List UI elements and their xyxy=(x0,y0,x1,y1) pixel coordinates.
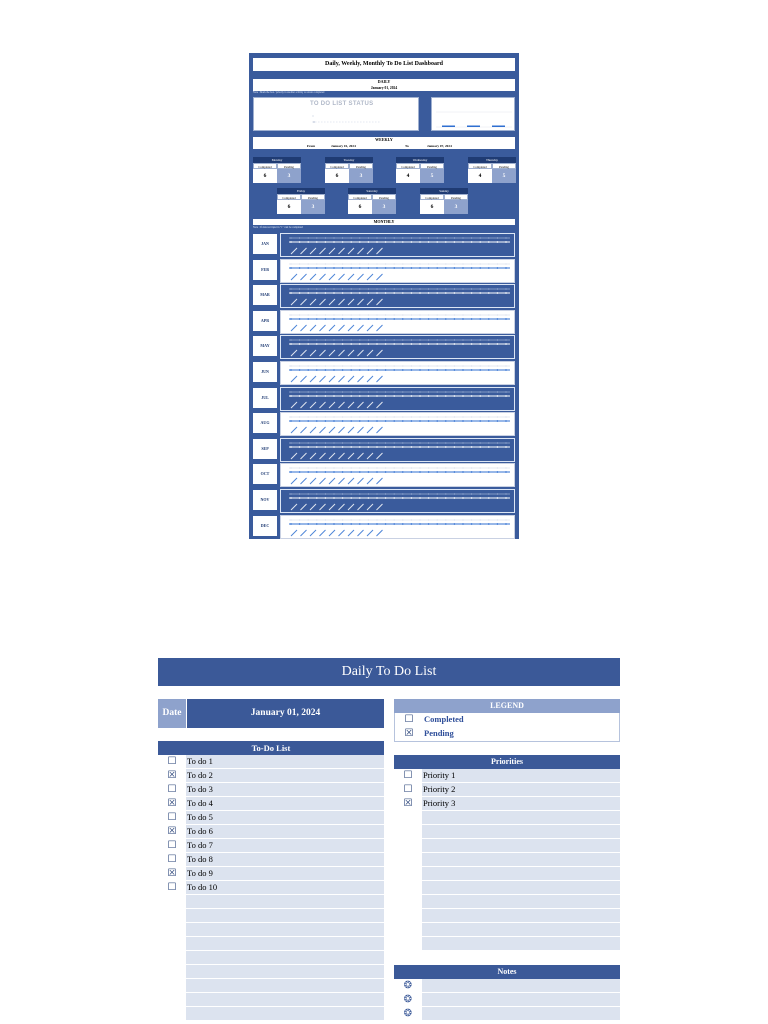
completed-count: 4 xyxy=(396,169,420,183)
daily-date: January 01, 2024 xyxy=(253,85,515,91)
row-label[interactable] xyxy=(422,1007,620,1020)
list-row[interactable] xyxy=(158,951,384,965)
weekday-name: Thursday xyxy=(468,157,516,163)
dashboard-title: Daily, Weekly, Monthly To Do List Dashboard xyxy=(253,58,515,71)
pending-count: 5 xyxy=(420,169,444,183)
row-checkbox[interactable] xyxy=(394,839,423,852)
month-sparkline xyxy=(281,336,514,358)
row-checkbox[interactable]: ☐ xyxy=(158,783,187,796)
row-label[interactable] xyxy=(186,923,384,936)
month-chart xyxy=(280,335,515,359)
row-checkbox[interactable]: ☒ xyxy=(158,797,187,810)
row-checkbox[interactable] xyxy=(394,937,423,950)
date-value[interactable]: January 01, 2024 xyxy=(187,699,384,728)
weekday-block xyxy=(420,188,468,215)
row-checkbox[interactable] xyxy=(394,853,423,866)
list-row[interactable] xyxy=(394,853,620,867)
row-checkbox[interactable] xyxy=(158,965,187,978)
row-checkbox[interactable] xyxy=(394,895,423,908)
list-row[interactable] xyxy=(394,993,620,1007)
weekday-block xyxy=(468,157,516,184)
row-label[interactable] xyxy=(422,979,620,992)
row-checkbox[interactable] xyxy=(394,867,423,880)
row-checkbox[interactable] xyxy=(158,937,187,950)
todo-list xyxy=(158,755,384,1024)
list-row[interactable] xyxy=(394,979,620,993)
todo-status-panel xyxy=(253,97,419,131)
pending-label: Pending xyxy=(420,163,444,169)
month-chart xyxy=(280,438,515,462)
list-row[interactable] xyxy=(394,811,620,825)
list-row[interactable] xyxy=(158,1007,384,1021)
monthly-note: Note : If data not input in "1" cant be completed xyxy=(253,226,303,229)
row-label[interactable]: To do 3 xyxy=(186,783,384,796)
weekday-block xyxy=(348,188,396,215)
pending-label: Pending xyxy=(492,163,516,169)
row-label[interactable]: Priority 2 xyxy=(422,783,620,796)
pending-label: Pending xyxy=(277,163,301,169)
row-checkbox[interactable]: ❂ xyxy=(394,993,423,1006)
list-row[interactable] xyxy=(394,769,620,783)
legend-list xyxy=(394,713,620,742)
list-row[interactable] xyxy=(394,783,620,797)
legend-row xyxy=(395,713,619,727)
pending-label: Pending xyxy=(349,163,373,169)
pending-label: Pending xyxy=(444,194,468,200)
row-checkbox[interactable]: ☐ xyxy=(158,839,187,852)
list-row[interactable] xyxy=(158,881,384,895)
completed-label: Completed xyxy=(325,163,349,169)
row-label[interactable] xyxy=(422,937,620,950)
row-label[interactable] xyxy=(186,993,384,1006)
row-label[interactable] xyxy=(186,979,384,992)
notes-list xyxy=(394,979,620,1024)
row-checkbox[interactable] xyxy=(158,951,187,964)
row-label[interactable]: To do 1 xyxy=(186,755,384,768)
row-label[interactable] xyxy=(186,937,384,950)
date-label: Date xyxy=(158,699,186,728)
list-row[interactable] xyxy=(158,937,384,951)
pending-count: 3 xyxy=(444,200,468,214)
month-sparkline xyxy=(281,388,514,410)
completed-label: Completed xyxy=(420,194,444,200)
row-label[interactable] xyxy=(186,909,384,922)
row-label[interactable]: To do 8 xyxy=(186,853,384,866)
row-checkbox[interactable] xyxy=(394,923,423,936)
month-sparkline xyxy=(281,516,514,538)
daily-note: Note : Mark the box / priority in another activity to return completed xyxy=(253,91,325,94)
month-label: JAN xyxy=(253,234,277,254)
list-row[interactable] xyxy=(158,895,384,909)
completed-count: 4 xyxy=(468,169,492,183)
row-label[interactable]: Priority 3 xyxy=(422,797,620,810)
list-row[interactable] xyxy=(394,825,620,839)
todo-list-header: To-Do List xyxy=(158,741,384,755)
month-chart xyxy=(280,284,515,308)
row-label[interactable]: To do 9 xyxy=(186,867,384,880)
list-row[interactable] xyxy=(394,867,620,881)
month-label: MAR xyxy=(253,285,277,305)
row-checkbox[interactable]: ☐ xyxy=(158,853,187,866)
list-row[interactable] xyxy=(158,993,384,1007)
list-row[interactable] xyxy=(394,1007,620,1021)
list-row[interactable] xyxy=(394,881,620,895)
pending-count: 3 xyxy=(277,169,301,183)
monthly-section-header: MONTHLY xyxy=(253,219,515,225)
month-label: JUL xyxy=(253,388,277,408)
weekday-name: Monday xyxy=(253,157,301,163)
completed-label: Completed xyxy=(468,163,492,169)
row-label[interactable] xyxy=(422,881,620,894)
row-label[interactable]: Priority 1 xyxy=(422,769,620,782)
row-label[interactable]: To do 5 xyxy=(186,811,384,824)
weekly-to-label: To xyxy=(405,144,409,148)
list-row[interactable] xyxy=(158,965,384,979)
row-checkbox[interactable]: ☐ xyxy=(158,755,187,768)
row-label[interactable] xyxy=(186,1007,384,1020)
list-row[interactable] xyxy=(394,937,620,951)
legend-mark: ☒ xyxy=(395,727,424,740)
daily-section-header: DAILY xyxy=(253,79,515,85)
list-row[interactable] xyxy=(158,783,384,797)
legend-mark: ☐ xyxy=(395,713,424,726)
row-checkbox[interactable]: ☒ xyxy=(394,797,423,810)
row-label[interactable] xyxy=(186,951,384,964)
completed-count: 6 xyxy=(277,200,301,214)
row-label[interactable] xyxy=(422,811,620,824)
month-chart xyxy=(280,412,515,436)
completed-count: 6 xyxy=(253,169,277,183)
month-chart xyxy=(280,515,515,539)
row-label[interactable] xyxy=(186,965,384,978)
month-label: FEB xyxy=(253,260,277,280)
list-row[interactable] xyxy=(394,923,620,937)
row-label[interactable]: To do 2 xyxy=(186,769,384,782)
month-chart xyxy=(280,463,515,487)
month-sparkline xyxy=(281,260,514,282)
month-chart xyxy=(280,310,515,334)
legend-label: Completed xyxy=(423,713,619,726)
row-label[interactable]: To do 10 xyxy=(186,881,384,894)
row-checkbox[interactable] xyxy=(158,909,187,922)
list-row[interactable] xyxy=(394,839,620,853)
weekday-name: Sunday xyxy=(420,188,468,194)
status-bar-panel xyxy=(431,97,515,131)
weekday-name: Tuesday xyxy=(325,157,373,163)
list-row[interactable] xyxy=(158,853,384,867)
month-label: NOV xyxy=(253,490,277,510)
row-label[interactable]: To do 6 xyxy=(186,825,384,838)
row-label[interactable] xyxy=(422,867,620,880)
month-sparkline xyxy=(281,413,514,435)
row-checkbox[interactable] xyxy=(394,881,423,894)
row-checkbox[interactable] xyxy=(394,909,423,922)
legend-header: LEGEND xyxy=(394,699,620,713)
weekday-block xyxy=(253,157,301,184)
list-row[interactable] xyxy=(158,909,384,923)
month-label: MAY xyxy=(253,336,277,356)
month-sparkline xyxy=(281,311,514,333)
list-row[interactable] xyxy=(158,839,384,853)
row-checkbox[interactable]: ☒ xyxy=(158,867,187,880)
pending-label: Pending xyxy=(301,194,325,200)
dashboard-sheet xyxy=(249,53,519,539)
weekly-range-row xyxy=(253,143,515,149)
weekly-from-label: From xyxy=(307,144,316,148)
month-sparkline xyxy=(281,285,514,307)
month-chart xyxy=(280,489,515,513)
pending-count: 5 xyxy=(492,169,516,183)
weekday-name: Wednesday xyxy=(396,157,444,163)
legend-row xyxy=(395,727,619,741)
row-checkbox[interactable] xyxy=(158,993,187,1006)
completed-count: 6 xyxy=(420,200,444,214)
completed-count: 6 xyxy=(348,200,372,214)
month-label: JUN xyxy=(253,362,277,382)
pending-count: 3 xyxy=(349,169,373,183)
month-sparkline xyxy=(281,490,514,512)
weekly-from-date: January 01, 2024 xyxy=(331,144,356,148)
legend-label: Pending xyxy=(423,727,619,740)
list-row[interactable] xyxy=(158,979,384,993)
completed-label: Completed xyxy=(348,194,372,200)
row-checkbox[interactable]: ☐ xyxy=(394,783,423,796)
weekday-block xyxy=(396,157,444,184)
month-chart xyxy=(280,361,515,385)
row-label[interactable]: To do 7 xyxy=(186,839,384,852)
row-label[interactable] xyxy=(422,993,620,1006)
list-row[interactable] xyxy=(158,769,384,783)
month-label: AUG xyxy=(253,413,277,433)
row-label[interactable] xyxy=(422,825,620,838)
row-checkbox[interactable]: ❂ xyxy=(394,979,423,992)
row-checkbox[interactable] xyxy=(394,811,423,824)
list-row[interactable] xyxy=(394,895,620,909)
month-sparkline xyxy=(281,362,514,384)
row-label[interactable]: To do 4 xyxy=(186,797,384,810)
month-label: SEP xyxy=(253,439,277,459)
list-row[interactable] xyxy=(158,797,384,811)
daily-list-title: Daily To Do List xyxy=(158,658,620,686)
list-row[interactable] xyxy=(158,923,384,937)
month-chart xyxy=(280,259,515,283)
list-row[interactable] xyxy=(158,825,384,839)
month-label: OCT xyxy=(253,464,277,484)
priorities-list xyxy=(394,769,620,952)
priorities-header: Priorities xyxy=(394,755,620,769)
completed-label: Completed xyxy=(396,163,420,169)
completed-count: 6 xyxy=(325,169,349,183)
row-checkbox[interactable] xyxy=(394,825,423,838)
row-checkbox[interactable] xyxy=(158,1007,187,1020)
row-label[interactable] xyxy=(422,923,620,936)
completed-label: Completed xyxy=(277,194,301,200)
weekday-name: Saturday xyxy=(348,188,396,194)
row-label[interactable] xyxy=(422,895,620,908)
row-label[interactable] xyxy=(422,909,620,922)
month-label: APR xyxy=(253,311,277,331)
month-sparkline xyxy=(281,439,514,461)
weekly-to-date: January 07, 2024 xyxy=(427,144,452,148)
row-checkbox[interactable]: ☒ xyxy=(158,769,187,782)
list-row[interactable] xyxy=(158,755,384,769)
list-row[interactable] xyxy=(158,867,384,881)
weekday-block xyxy=(325,157,373,184)
completed-label: Completed xyxy=(253,163,277,169)
weekday-name: Friday xyxy=(277,188,325,194)
list-row[interactable] xyxy=(394,797,620,811)
row-checkbox[interactable]: ❂ xyxy=(394,1007,423,1020)
weekly-section-header: WEEKLY xyxy=(253,137,515,143)
row-checkbox[interactable]: ☐ xyxy=(158,881,187,894)
row-label[interactable] xyxy=(422,839,620,852)
row-label[interactable] xyxy=(422,853,620,866)
month-sparkline xyxy=(281,464,514,486)
row-checkbox[interactable]: ☒ xyxy=(158,825,187,838)
weekday-block xyxy=(277,188,325,215)
pending-count: 3 xyxy=(301,200,325,214)
list-row[interactable] xyxy=(394,909,620,923)
month-label: DEC xyxy=(253,516,277,536)
status-bar-chart xyxy=(432,98,516,132)
list-row[interactable] xyxy=(158,811,384,825)
todo-status-title: TO DO LIST STATUS xyxy=(310,101,374,107)
row-checkbox[interactable]: ☐ xyxy=(394,769,423,782)
row-checkbox[interactable] xyxy=(158,979,187,992)
month-chart xyxy=(280,233,515,257)
pending-count: 3 xyxy=(372,200,396,214)
notes-header: Notes xyxy=(394,965,620,979)
pending-label: Pending xyxy=(372,194,396,200)
month-sparkline xyxy=(281,234,514,256)
month-chart xyxy=(280,387,515,411)
row-checkbox[interactable] xyxy=(158,895,187,908)
row-checkbox[interactable] xyxy=(158,923,187,936)
row-label[interactable] xyxy=(186,895,384,908)
row-checkbox[interactable]: ☐ xyxy=(158,811,187,824)
